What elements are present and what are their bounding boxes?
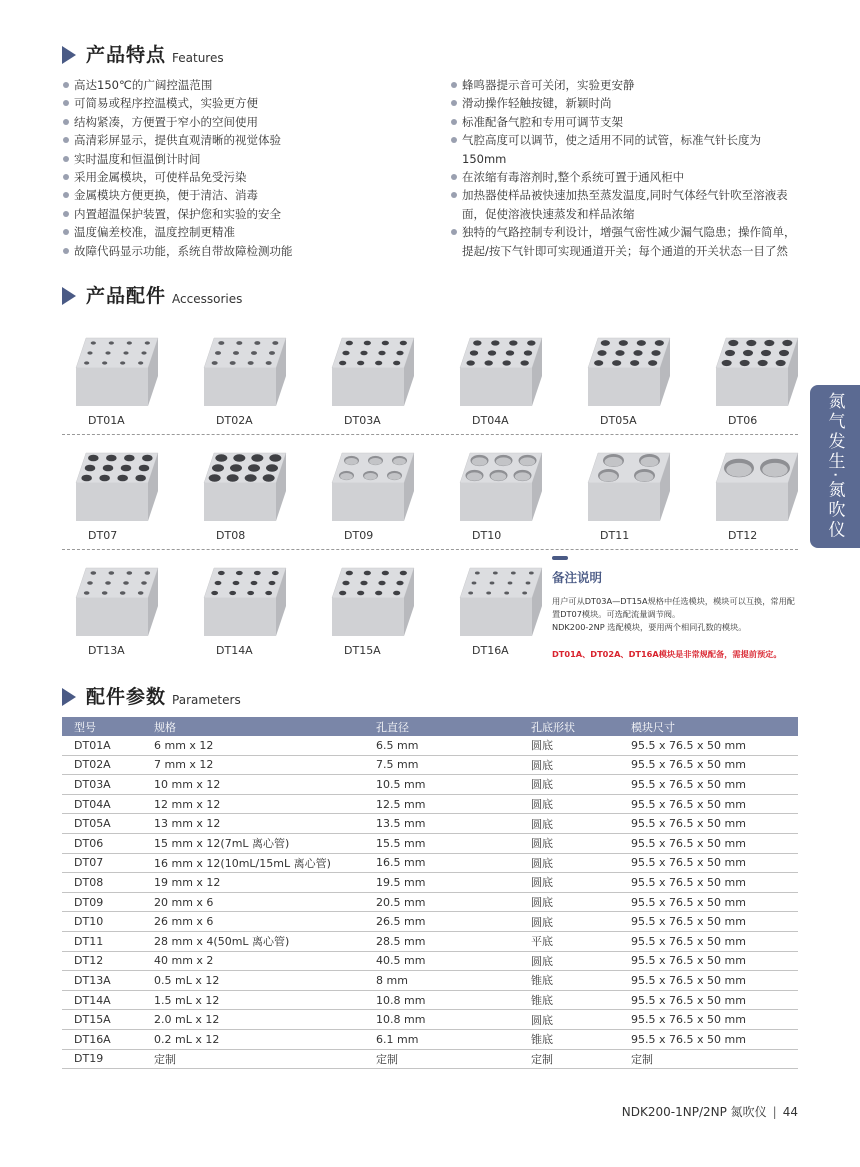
table-cell: DT08 bbox=[62, 873, 142, 893]
table-cell: 圆底 bbox=[519, 755, 619, 775]
table-cell: 圆底 bbox=[519, 1010, 619, 1030]
feature-item: 内置超温保护装置，保护您和实验的安全 bbox=[62, 205, 442, 223]
accessory-item bbox=[446, 560, 566, 657]
accessory-row bbox=[62, 435, 798, 550]
table-cell: 锥底 bbox=[519, 1029, 619, 1049]
table-cell: 13 mm x 12 bbox=[142, 814, 364, 834]
features-title-zh: 产品特点 bbox=[86, 44, 167, 66]
table-cell: 95.5 x 76.5 x 50 mm bbox=[619, 794, 798, 814]
table-cell: 16.5 mm bbox=[364, 853, 519, 873]
table-cell: 26 mm x 6 bbox=[142, 912, 364, 932]
table-cell: 0.5 mL x 12 bbox=[142, 971, 364, 991]
parameters-title-zh: 配件参数 bbox=[86, 686, 167, 708]
table-row bbox=[62, 931, 798, 951]
table-cell: DT13A bbox=[62, 971, 142, 991]
heating-block-image bbox=[580, 445, 672, 525]
accessory-item bbox=[318, 560, 438, 657]
table-cell: 95.5 x 76.5 x 50 mm bbox=[619, 912, 798, 932]
table-cell: DT10 bbox=[62, 912, 142, 932]
page-number: 44 bbox=[782, 1105, 798, 1119]
accessory-label: DT14A bbox=[216, 644, 253, 657]
table-cell: 95.5 x 76.5 x 50 mm bbox=[619, 814, 798, 834]
side-tab bbox=[810, 385, 860, 548]
table-header-cell: 模块尺寸 bbox=[619, 717, 798, 736]
table-header-cell: 型号 bbox=[62, 717, 142, 736]
table-cell: 28 mm x 4(50mL 离心管) bbox=[142, 931, 364, 951]
feature-item: 故障代码显示功能，系统自带故障检测功能 bbox=[62, 242, 442, 260]
heating-block-image bbox=[196, 560, 288, 640]
table-cell: 95.5 x 76.5 x 50 mm bbox=[619, 892, 798, 912]
table-cell: 8 mm bbox=[364, 971, 519, 991]
feature-item: 滑动操作轻触按键，新颖时尚 bbox=[450, 94, 800, 112]
table-cell: 1.5 mL x 12 bbox=[142, 990, 364, 1010]
table-cell: DT07 bbox=[62, 853, 142, 873]
table-cell: 12.5 mm bbox=[364, 794, 519, 814]
accessory-item bbox=[62, 330, 182, 427]
table-cell: 20 mm x 6 bbox=[142, 892, 364, 912]
table-cell: 95.5 x 76.5 x 50 mm bbox=[619, 971, 798, 991]
table-cell: 19 mm x 12 bbox=[142, 873, 364, 893]
heating-block-image bbox=[324, 445, 416, 525]
table-cell: DT12 bbox=[62, 951, 142, 971]
accessory-label: DT04A bbox=[472, 414, 509, 427]
table-row bbox=[62, 736, 798, 755]
accessory-label: DT09 bbox=[344, 529, 374, 542]
table-cell: 15.5 mm bbox=[364, 833, 519, 853]
accessory-item bbox=[62, 560, 182, 657]
triangle-icon bbox=[62, 287, 76, 305]
table-cell: 95.5 x 76.5 x 50 mm bbox=[619, 873, 798, 893]
note-line-2: NDK200-2NP 选配模块，要用两个相同孔数的模块。 bbox=[552, 622, 747, 632]
table-cell: DT15A bbox=[62, 1010, 142, 1030]
table-cell: 定制 bbox=[142, 1049, 364, 1069]
heating-block-image bbox=[580, 330, 672, 410]
table-cell: 6.1 mm bbox=[364, 1029, 519, 1049]
table-cell: 16 mm x 12(10mL/15mL 离心管) bbox=[142, 853, 364, 873]
table-cell: 圆底 bbox=[519, 853, 619, 873]
table-cell: 95.5 x 76.5 x 50 mm bbox=[619, 755, 798, 775]
triangle-icon bbox=[62, 688, 76, 706]
table-cell: 40.5 mm bbox=[364, 951, 519, 971]
accessory-item bbox=[62, 445, 182, 542]
table-row bbox=[62, 833, 798, 853]
feature-item: 结构紧凑，方便置于窄小的空间使用 bbox=[62, 113, 442, 131]
heating-block-image bbox=[68, 330, 160, 410]
table-cell: 10 mm x 12 bbox=[142, 775, 364, 795]
table-row bbox=[62, 951, 798, 971]
feature-item: 温度偏差校准，温度控制更精准 bbox=[62, 223, 442, 241]
accessory-label: DT02A bbox=[216, 414, 253, 427]
heating-block-image bbox=[708, 330, 800, 410]
heating-block-image bbox=[452, 445, 544, 525]
accessory-item bbox=[574, 330, 694, 427]
table-header-row bbox=[62, 717, 798, 736]
table-cell: DT06 bbox=[62, 833, 142, 853]
accessory-label: DT16A bbox=[472, 644, 509, 657]
table-cell: 26.5 mm bbox=[364, 912, 519, 932]
table-header-cell: 孔直径 bbox=[364, 717, 519, 736]
table-header-cell: 规格 bbox=[142, 717, 364, 736]
accessory-item bbox=[574, 445, 694, 542]
heating-block-image bbox=[708, 445, 800, 525]
accessory-item bbox=[190, 560, 310, 657]
feature-item: 实时温度和恒温倒计时间 bbox=[62, 150, 442, 168]
table-cell: 圆底 bbox=[519, 775, 619, 795]
feature-item: 可简易或程序控温模式，实验更方便 bbox=[62, 94, 442, 112]
table-row bbox=[62, 892, 798, 912]
table-row bbox=[62, 971, 798, 991]
accessory-label: DT03A bbox=[344, 414, 381, 427]
table-row bbox=[62, 1049, 798, 1069]
accessory-label: DT15A bbox=[344, 644, 381, 657]
accessory-label: DT10 bbox=[472, 529, 502, 542]
table-cell: 定制 bbox=[519, 1049, 619, 1069]
accessory-item bbox=[446, 445, 566, 542]
table-cell: DT05A bbox=[62, 814, 142, 834]
table-cell: 95.5 x 76.5 x 50 mm bbox=[619, 833, 798, 853]
table-cell: 10.8 mm bbox=[364, 990, 519, 1010]
feature-item: 采用金属模块，可使样品免受污染 bbox=[62, 168, 442, 186]
features-title-en: Features bbox=[172, 51, 224, 65]
feature-item: 高达150℃的广阔控温范围 bbox=[62, 76, 442, 94]
table-cell: 12 mm x 12 bbox=[142, 794, 364, 814]
feature-item: 独特的气路控制专利设计，增强气密性减少漏气隐患；操作简单，提起/按下气针即可实现通道开关；每个通道的开关状态一目了然 bbox=[450, 223, 800, 260]
footer-separator: | bbox=[772, 1105, 777, 1119]
feature-item: 金属模块方便更换，便于清洁、消毒 bbox=[62, 186, 442, 204]
table-cell: 圆底 bbox=[519, 814, 619, 834]
table-cell: 95.5 x 76.5 x 50 mm bbox=[619, 1029, 798, 1049]
heating-block-image bbox=[196, 445, 288, 525]
triangle-icon bbox=[62, 46, 76, 64]
table-cell: 95.5 x 76.5 x 50 mm bbox=[619, 931, 798, 951]
table-cell: 2.0 mL x 12 bbox=[142, 1010, 364, 1030]
heating-block-image bbox=[196, 330, 288, 410]
accessories-heading bbox=[62, 281, 242, 308]
table-cell: 圆底 bbox=[519, 951, 619, 971]
table-cell: 20.5 mm bbox=[364, 892, 519, 912]
features-heading bbox=[62, 40, 224, 67]
table-cell: 95.5 x 76.5 x 50 mm bbox=[619, 853, 798, 873]
table-header-cell: 孔底形状 bbox=[519, 717, 619, 736]
accessory-item bbox=[702, 330, 822, 427]
table-cell: 95.5 x 76.5 x 50 mm bbox=[619, 775, 798, 795]
accessories-title-zh: 产品配件 bbox=[86, 285, 167, 307]
feature-item: 标准配备气腔和专用可调节支架 bbox=[450, 113, 800, 131]
table-cell: 圆底 bbox=[519, 833, 619, 853]
table-cell: 6 mm x 12 bbox=[142, 736, 364, 755]
table-cell: 95.5 x 76.5 x 50 mm bbox=[619, 951, 798, 971]
note-box bbox=[552, 556, 802, 660]
table-row bbox=[62, 990, 798, 1010]
table-row bbox=[62, 1010, 798, 1030]
table-cell: 10.8 mm bbox=[364, 1010, 519, 1030]
table-cell: 定制 bbox=[364, 1049, 519, 1069]
page-footer bbox=[622, 1103, 798, 1120]
accessories-title-en: Accessories bbox=[172, 292, 243, 306]
features-left-list bbox=[62, 76, 442, 260]
accessory-item bbox=[318, 445, 438, 542]
table-cell: 10.5 mm bbox=[364, 775, 519, 795]
parameters-heading bbox=[62, 682, 241, 709]
accessory-item bbox=[190, 330, 310, 427]
table-cell: DT03A bbox=[62, 775, 142, 795]
table-row bbox=[62, 794, 798, 814]
note-line-1: 用户可从DT03A—DT15A规格中任选模块，模块可以互换，常用配置DT07模块。可选配流量调节阀。 bbox=[552, 596, 795, 619]
heating-block-image bbox=[324, 560, 416, 640]
table-cell: 95.5 x 76.5 x 50 mm bbox=[619, 990, 798, 1010]
accessory-label: DT12 bbox=[728, 529, 758, 542]
accessory-item bbox=[318, 330, 438, 427]
side-tab-label: 氮气发生·氮吹仪 bbox=[824, 392, 845, 541]
table-cell: 95.5 x 76.5 x 50 mm bbox=[619, 1010, 798, 1030]
table-cell: DT04A bbox=[62, 794, 142, 814]
table-cell: 锥底 bbox=[519, 990, 619, 1010]
table-cell: 15 mm x 12(7mL 离心管) bbox=[142, 833, 364, 853]
accessory-label: DT08 bbox=[216, 529, 246, 542]
table-cell: 平底 bbox=[519, 931, 619, 951]
table-cell: 7.5 mm bbox=[364, 755, 519, 775]
table-row bbox=[62, 814, 798, 834]
table-cell: 锥底 bbox=[519, 971, 619, 991]
table-cell: 13.5 mm bbox=[364, 814, 519, 834]
heating-block-image bbox=[68, 445, 160, 525]
accessory-label: DT06 bbox=[728, 414, 758, 427]
table-cell: DT09 bbox=[62, 892, 142, 912]
table-cell: DT01A bbox=[62, 736, 142, 755]
table-row bbox=[62, 912, 798, 932]
accessory-label: DT07 bbox=[88, 529, 118, 542]
table-cell: 40 mm x 2 bbox=[142, 951, 364, 971]
heating-block-image bbox=[324, 330, 416, 410]
note-warning: DT01A、DT02A、DT16A模块是非常规配备，需提前预定。 bbox=[552, 649, 782, 659]
table-cell: 圆底 bbox=[519, 892, 619, 912]
footer-product: NDK200-1NP/2NP 氮吹仪 bbox=[621, 1105, 767, 1119]
table-row bbox=[62, 873, 798, 893]
table-cell: DT19 bbox=[62, 1049, 142, 1069]
table-cell: 19.5 mm bbox=[364, 873, 519, 893]
table-cell: 圆底 bbox=[519, 873, 619, 893]
feature-item: 在浓缩有毒溶剂时,整个系统可置于通风柜中 bbox=[450, 168, 800, 186]
note-title: 备注说明 bbox=[552, 570, 603, 585]
accessory-item bbox=[446, 330, 566, 427]
parameters-table bbox=[62, 717, 798, 1069]
accessory-label: DT13A bbox=[88, 644, 125, 657]
table-row bbox=[62, 755, 798, 775]
feature-item: 蜂鸣器提示音可关闭，实验更安静 bbox=[450, 76, 800, 94]
table-cell: 定制 bbox=[619, 1049, 798, 1069]
heating-block-image bbox=[68, 560, 160, 640]
table-cell: 圆底 bbox=[519, 912, 619, 932]
feature-item: 高清彩屏显示，提供直观清晰的视觉体验 bbox=[62, 131, 442, 149]
table-cell: 圆底 bbox=[519, 794, 619, 814]
table-cell: 圆底 bbox=[519, 736, 619, 755]
features-right-list bbox=[450, 76, 800, 260]
table-cell: DT02A bbox=[62, 755, 142, 775]
table-cell: DT16A bbox=[62, 1029, 142, 1049]
table-cell: DT14A bbox=[62, 990, 142, 1010]
table-row bbox=[62, 775, 798, 795]
accessory-item bbox=[190, 445, 310, 542]
accessory-label: DT01A bbox=[88, 414, 125, 427]
table-cell: 95.5 x 76.5 x 50 mm bbox=[619, 736, 798, 755]
parameters-title-en: Parameters bbox=[172, 693, 241, 707]
heating-block-image bbox=[452, 560, 544, 640]
table-cell: DT11 bbox=[62, 931, 142, 951]
table-row bbox=[62, 853, 798, 873]
table-row bbox=[62, 1029, 798, 1049]
table-cell: 0.2 mL x 12 bbox=[142, 1029, 364, 1049]
accessory-label: DT05A bbox=[600, 414, 637, 427]
note-accent-bar bbox=[552, 556, 568, 560]
feature-item: 气腔高度可以调节，使之适用不同的试管，标准气针长度为150mm bbox=[450, 131, 800, 168]
accessory-item bbox=[702, 445, 822, 542]
accessory-row bbox=[62, 320, 798, 435]
table-cell: 7 mm x 12 bbox=[142, 755, 364, 775]
feature-item: 加热器使样品被快速加热至蒸发温度,同时气体经气针吹至溶液表面，促使溶液快速蒸发和样品浓缩 bbox=[450, 186, 800, 223]
heating-block-image bbox=[452, 330, 544, 410]
accessory-label: DT11 bbox=[600, 529, 630, 542]
note-body bbox=[552, 595, 802, 634]
table-cell: 6.5 mm bbox=[364, 736, 519, 755]
table-cell: 28.5 mm bbox=[364, 931, 519, 951]
